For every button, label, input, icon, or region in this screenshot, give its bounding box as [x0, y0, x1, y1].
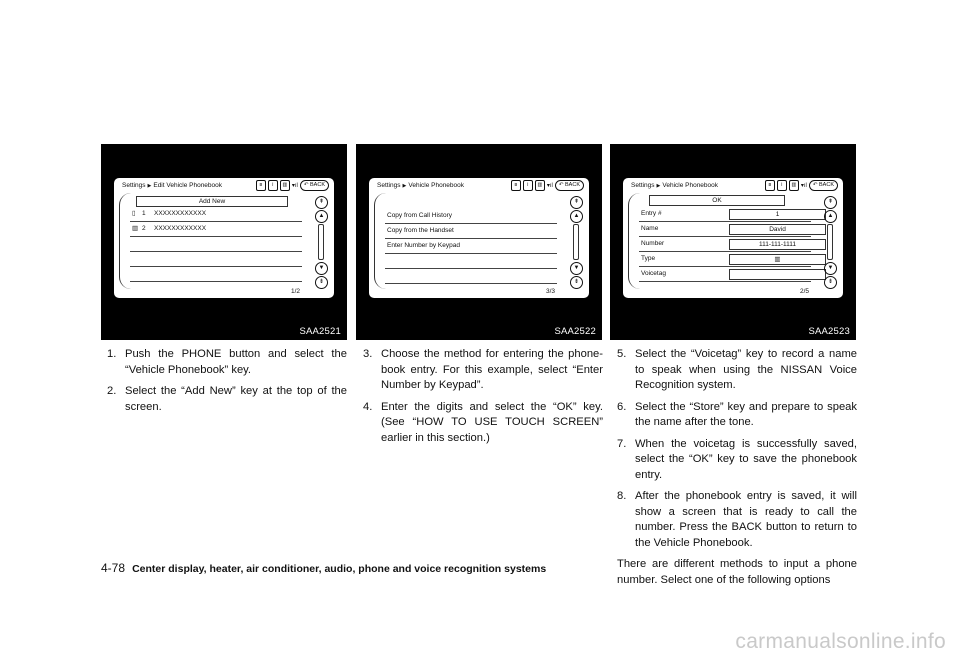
- scrollbar[interactable]: [573, 224, 579, 260]
- bluetooth-icon: ʙ: [256, 180, 266, 191]
- info-icon: i: [268, 180, 278, 191]
- bluetooth-icon: ʙ: [765, 180, 775, 191]
- display-screen: [114, 178, 334, 298]
- list-item[interactable]: [130, 236, 302, 252]
- figure-code: SAA2522: [554, 326, 596, 337]
- back-button[interactable]: ↶ BACK: [300, 180, 329, 191]
- page-down-icon[interactable]: ⇟: [570, 276, 583, 289]
- figure-edit-phonebook: [101, 144, 347, 340]
- scroll-up-icon[interactable]: ▲: [315, 210, 328, 223]
- scroll-controls: [822, 196, 838, 288]
- signal-icon: ▾ıl: [546, 183, 553, 189]
- voicetag-row[interactable]: Voicetag: [639, 266, 811, 282]
- list-item[interactable]: [385, 268, 557, 284]
- type-field[interactable]: [729, 254, 826, 265]
- bluetooth-icon: ʙ: [511, 180, 521, 191]
- watermark: carmanualsonline.info: [735, 630, 946, 653]
- type-row[interactable]: Type ▥: [639, 251, 811, 267]
- entry-number-row[interactable]: Entry # 1: [639, 206, 811, 222]
- scroll-down-icon[interactable]: ▼: [315, 262, 328, 275]
- breadcrumb-arrow-icon: ▶: [147, 183, 152, 189]
- figure-vehicle-phonebook-methods: [356, 144, 602, 340]
- figure-code: SAA2521: [299, 326, 341, 337]
- status-icons: [765, 180, 838, 191]
- back-button[interactable]: ↶ BACK: [809, 180, 838, 191]
- status-icons: [511, 180, 584, 191]
- list-item-copy-handset[interactable]: Copy from the Handset: [385, 223, 557, 239]
- scroll-down-icon[interactable]: ▼: [824, 262, 837, 275]
- list-item-copy-call-history[interactable]: Copy from Call History: [385, 208, 557, 224]
- step-4: 4. Enter the digits and select the “OK” key. (See “HOW TO USE TOUCH SCREEN” earlier in this section.): [363, 400, 603, 444]
- section-title: Center display, heater, air conditioner, audio, phone and voice recognition systems: [132, 563, 547, 575]
- text-column-1: [107, 347, 347, 421]
- closing-paragraph: There are different methods to input a phone number. Select one of the following options: [617, 558, 857, 586]
- name-field[interactable]: David: [729, 224, 826, 235]
- list-item[interactable]: [385, 253, 557, 269]
- voicetag-field[interactable]: [729, 269, 826, 280]
- phone-entry-icon: ▯: [132, 210, 136, 217]
- page-down-icon[interactable]: ⇟: [824, 276, 837, 289]
- breadcrumb: Settings ▶ Vehicle Phonebook: [631, 182, 719, 189]
- step-6: 6. Select the “Store” key and prepare to speak the name after the tone.: [617, 400, 857, 428]
- info-icon: i: [523, 180, 533, 191]
- list-item[interactable]: [130, 266, 302, 282]
- step-8: 8. After the phonebook entry is saved, it will show a screen that is ready to call the number. Press the BACK button to return to the Vehicle Phonebook.: [617, 490, 857, 549]
- name-row[interactable]: Name David: [639, 221, 811, 237]
- figure-code: SAA2523: [808, 326, 850, 337]
- number-row[interactable]: Number 111-111-1111: [639, 236, 811, 252]
- list-item-enter-by-keypad[interactable]: Enter Number by Keypad: [385, 238, 557, 254]
- list-item[interactable]: [130, 251, 302, 267]
- breadcrumb: Settings ▶ Vehicle Phonebook: [377, 182, 465, 189]
- phone-battery-icon: ▥: [280, 180, 290, 191]
- scroll-up-icon[interactable]: ▲: [570, 210, 583, 223]
- page-indicator: 1/2: [290, 288, 300, 295]
- breadcrumb: Settings ▶ Edit Vehicle Phonebook: [122, 182, 223, 189]
- page-up-icon[interactable]: ⇞: [824, 196, 837, 209]
- step-5: 5. Select the “Voicetag” key to record a name to speak when using the NISSAN Voice Recognition system.: [617, 348, 857, 391]
- text-column-3: [617, 347, 857, 588]
- list-item[interactable]: ▥ 2 XXXXXXXXXXXX: [130, 221, 302, 237]
- page-number: 4-78: [101, 561, 126, 575]
- page-up-icon[interactable]: ⇞: [315, 196, 328, 209]
- back-button[interactable]: ↶ BACK: [555, 180, 584, 191]
- add-new-button[interactable]: Add New: [136, 196, 288, 207]
- entry-number-field[interactable]: 1: [729, 209, 826, 220]
- number-field[interactable]: 111-111-1111: [729, 239, 826, 250]
- phone-entry-icon: ▥: [132, 225, 139, 232]
- phone-type-icon: ▥: [774, 256, 781, 263]
- phone-battery-icon: ▥: [535, 180, 545, 191]
- scrollbar[interactable]: [827, 224, 833, 260]
- list-item[interactable]: ▯ 1 XXXXXXXXXXXX: [130, 206, 302, 222]
- phone-battery-icon: ▥: [789, 180, 799, 191]
- page-down-icon[interactable]: ⇟: [315, 276, 328, 289]
- scroll-up-icon[interactable]: ▲: [824, 210, 837, 223]
- scroll-controls: [313, 196, 329, 288]
- step-3: 3. Choose the method for entering the phone-book entry. For this example, select “Enter Number by Keypad”.: [363, 348, 603, 391]
- signal-icon: ▾ıl: [800, 183, 807, 189]
- scroll-controls: [568, 196, 584, 288]
- figure-phonebook-entry: [610, 144, 856, 340]
- step-1: 1. Push the PHONE button and select the “Vehicle Phonebook” key.: [107, 348, 347, 376]
- step-7: 7. When the voicetag is successfully saved, select the “OK” key to save the phonebook entry.: [617, 437, 857, 481]
- text-column-2: [363, 347, 603, 452]
- page-footer: [101, 561, 546, 575]
- scroll-down-icon[interactable]: ▼: [570, 262, 583, 275]
- display-screen: [369, 178, 589, 298]
- signal-icon: ▾ıl: [291, 183, 298, 189]
- breadcrumb-arrow-icon: ▶: [656, 183, 661, 189]
- step-2: 2. Select the “Add New” key at the top of the screen.: [107, 385, 347, 413]
- page-indicator: 3/3: [545, 288, 555, 295]
- status-icons: [256, 180, 329, 191]
- scrollbar[interactable]: [318, 224, 324, 260]
- breadcrumb-arrow-icon: ▶: [402, 183, 407, 189]
- display-screen: [623, 178, 843, 298]
- page-indicator: 2/5: [799, 288, 809, 295]
- page-up-icon[interactable]: ⇞: [570, 196, 583, 209]
- info-icon: i: [777, 180, 787, 191]
- ok-button[interactable]: OK: [649, 195, 785, 206]
